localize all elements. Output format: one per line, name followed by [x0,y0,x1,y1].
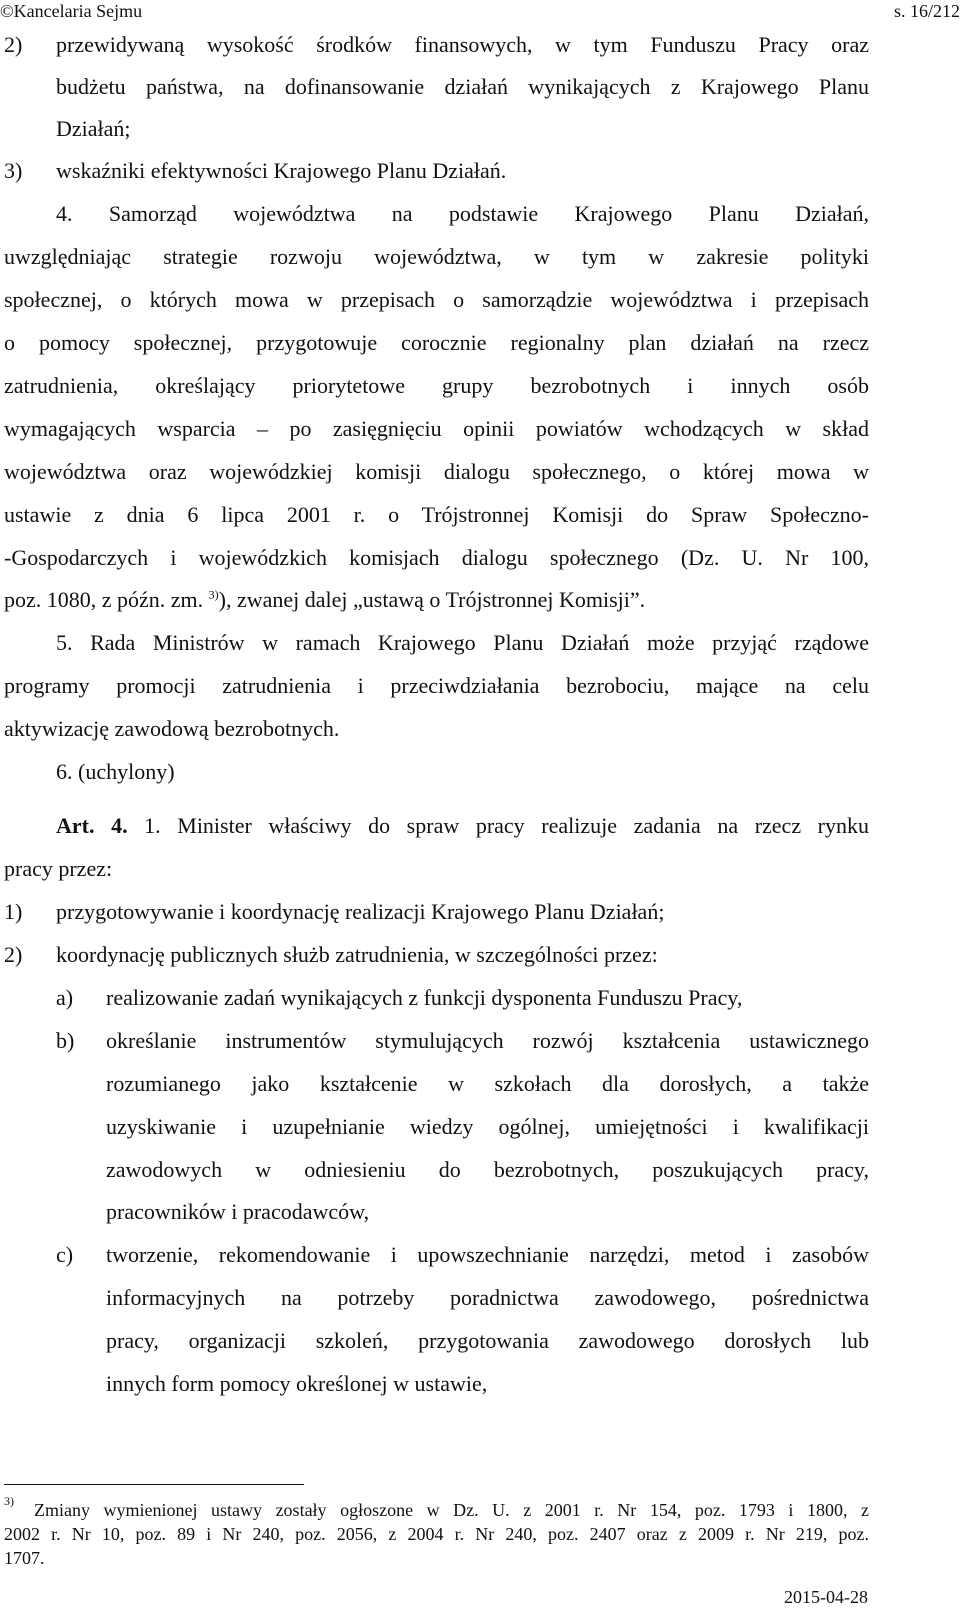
text-segment: 1. Minister właściwy do spraw pracy realizuje zadania na rzecz rynku [127,813,870,838]
list-number: 1) [4,899,23,924]
sublist-letter: c) [56,1242,74,1267]
text-segment: ), zwanej dalej „ustawą o Trójstronnej Komisji”. [218,587,646,612]
paragraph-line: 6. (uchylony) [56,759,175,784]
paragraph-line: o pomocy społecznej, przygotowuje corocznie regionalny plan działań na rzecz [4,330,869,355]
sublist-item-line: zawodowych w odniesieniu do bezrobotnych, poszukujących pracy, [106,1157,869,1182]
paragraph-line: -Gospodarczych i wojewódzkich komisjach dialogu społecznego (Dz. U. Nr 100, [4,545,869,570]
article-label: Art. 4. [56,813,128,838]
sublist-item-line: uzyskiwanie i uzupełnianie wiedzy ogólnej, umiejętności i kwalifikacji [106,1114,869,1139]
paragraph-line: wymagających wsparcia – po zasięgnięciu opinii powiatów wchodzących w skład [4,416,869,441]
sublist-letter: b) [56,1028,75,1053]
paragraph-line: programy promocji zatrudnienia i przeciwdziałania bezrobociu, mające na celu [4,673,869,698]
sublist-item-line: tworzenie, rekomendowanie i upowszechnianie narzędzi, metod i zasobów [106,1242,869,1267]
list-item-line: przewidywaną wysokość środków finansowych, w tym Funduszu Pracy oraz [56,32,869,57]
paragraph-line: aktywizację zawodową bezrobotnych. [4,716,340,741]
text-segment: poz. 1080, z późn. zm. [4,587,204,612]
footnote-line: Zmiany wymienionej ustawy zostały ogłoszone w Dz. U. z 2001 r. Nr 154, poz. 1793 i 1800, z [34,1500,869,1520]
header-source: ©Kancelaria Sejmu [0,1,143,21]
paragraph-line: ustawie z dnia 6 lipca 2001 r. o Trójstronnej Komisji do Spraw Społeczno- [4,502,869,527]
paragraph-line: województwa oraz wojewódzkiej komisji dialogu społecznego, o której mowa w [4,459,869,484]
header-page-number: s. 16/212 [893,1,960,21]
sublist-item-line: rozumianego jako kształcenie w szkołach dla dorosłych, a także [106,1071,869,1096]
paragraph-line: uwzględniając strategie rozwoju województwa, w tym w zakresie polityki [4,244,869,269]
paragraph-line-with-footnote [4,585,869,615]
list-item-line: przygotowywanie i koordynację realizacji Krajowego Planu Działań; [56,899,665,924]
list-item-line: Działań; [56,116,131,141]
sublist-item-line: pracy, organizacji szkoleń, przygotowania zawodowego dorosłych lub [106,1328,869,1353]
sublist-item-line: pracowników i pracodawców, [106,1199,370,1224]
list-number: 2) [4,32,23,57]
article-heading-line [56,811,869,841]
paragraph-line: 4. Samorząd województwa na podstawie Krajowego Planu Działań, [56,201,869,226]
document-date: 2015-04-28 [784,1587,868,1607]
list-item-line: wskaźniki efektywności Krajowego Planu Działań. [56,158,507,183]
paragraph-line: społecznej, o których mowa w przepisach o samorządzie województwa i przepisach [4,287,869,312]
footnote-line: 2002 r. Nr 10, poz. 89 i Nr 240, poz. 2056, z 2004 r. Nr 240, poz. 2407 oraz z 2009 r. Nr 219, poz. [4,1524,869,1544]
sublist-item-line: określanie instrumentów stymulujących rozwój kształcenia ustawicznego [106,1028,869,1053]
sublist-item-line: innych form pomocy określonej w ustawie, [106,1371,488,1396]
list-number: 2) [4,942,23,967]
list-number: 3) [4,158,23,183]
footnote-line: 1707. [4,1548,45,1568]
sublist-item-line: informacyjnych na potrzeby poradnictwa zawodowego, pośrednictwa [106,1285,869,1310]
footnote-ref: 3) [208,587,219,602]
paragraph-line: zatrudnienia, określający priorytetowe grupy bezrobotnych i innych osób [4,373,869,398]
sublist-item-line: realizowanie zadań wynikających z funkcji dysponenta Funduszu Pracy, [106,985,743,1010]
footnote-marker: 3) [4,1494,14,1508]
list-item-line: koordynację publicznych służb zatrudnienia, w szczególności przez: [56,942,658,967]
paragraph-line: 5. Rada Ministrów w ramach Krajowego Planu Działań może przyjąć rządowe [56,630,869,655]
sublist-letter: a) [56,985,74,1010]
footnote-separator [4,1484,304,1485]
paragraph-line: pracy przez: [4,856,113,881]
list-item-line: budżetu państwa, na dofinansowanie działań wynikających z Krajowego Planu [56,74,869,99]
